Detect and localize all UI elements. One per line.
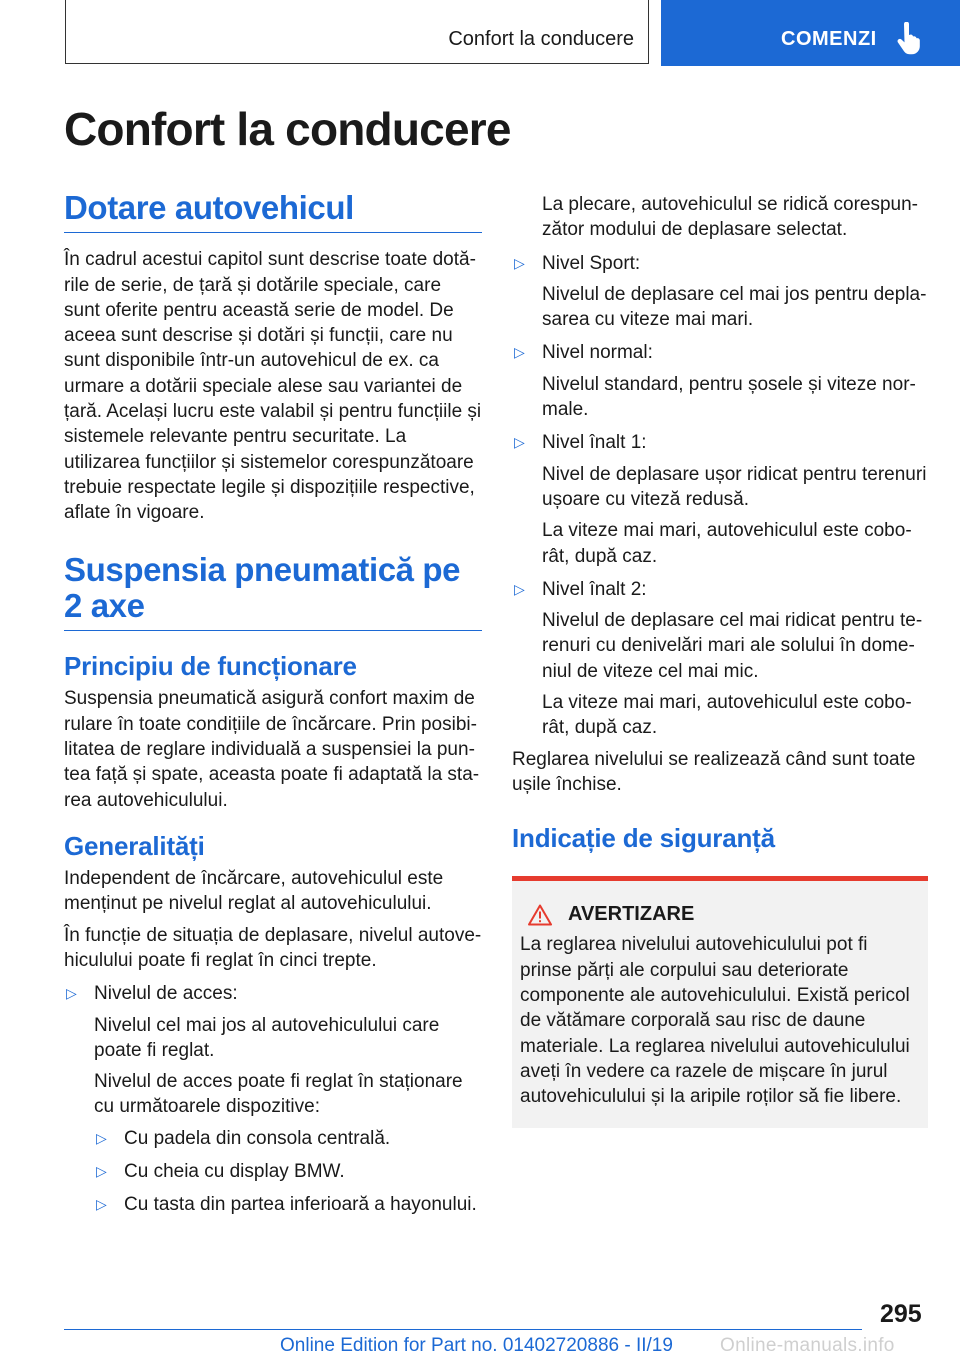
list-item-access-device bbox=[94, 1159, 482, 1184]
list-item-access-level bbox=[64, 981, 482, 1217]
list-access-devices bbox=[94, 1126, 482, 1218]
level-title: Nivel normal: bbox=[542, 342, 653, 364]
list-item-level-high-1 bbox=[512, 430, 928, 568]
list-levels bbox=[512, 251, 928, 741]
list-item-level-normal bbox=[512, 340, 928, 422]
list-item-access-device bbox=[94, 1192, 482, 1217]
warning-title: AVERTIZARE bbox=[568, 903, 695, 926]
heading-suspensia-pneumatica: Suspensia pneumatică pe 2 axe bbox=[64, 552, 482, 632]
triangle-bullet-icon: ▷ bbox=[96, 1162, 107, 1179]
hand-pointer-icon bbox=[895, 22, 921, 56]
footer-watermark: Online-manuals.info bbox=[720, 1335, 895, 1356]
level-desc: La viteze mai mari, autovehiculul este coborât, după caz. bbox=[542, 520, 912, 567]
paragraph-generalitati-2: În funcție de situația de deplasare, nivelul autovehiculului poate fi reglat în cinci trepte. bbox=[64, 924, 482, 971]
heading-dotare-autovehicul: Dotare autovehicul bbox=[64, 190, 482, 233]
paragraph-plecare: La plecare, autovehiculul se ridică corespunzător modului de deplasare selectat. bbox=[542, 194, 918, 241]
right-column bbox=[512, 192, 928, 1128]
page-header bbox=[0, 0, 960, 66]
triangle-bullet-icon: ▷ bbox=[514, 434, 525, 451]
paragraph-dotare: În cadrul acestui capitol sunt descrise toate dotările de serie, de țară și dotările speciale, care sunt oferite pentru această serie de model. De aceea sunt descrise și dotări și funcții, care nu sunt disponibile într-un autovehicul de ex. ca urmare a dotării speciale alese sau variantei de țară. Același lucru este valabil și pentru funcțiile și sistemele relevante pentru securitate. La utilizarea funcțiilor și sistemelor corespunzătoare trebuie respectate legile și dispozițiile respective, aflate în vigoare. bbox=[64, 249, 482, 524]
footer-edition: Online Edition for Part no. 01402720886 - II/19 bbox=[280, 1335, 673, 1356]
left-column bbox=[64, 190, 482, 1218]
access-device-label: Cu tasta din partea inferioară a hayonului. bbox=[124, 1194, 477, 1216]
warning-header bbox=[520, 903, 918, 926]
level-desc: Nivel de deplasare ușor ridicat pentru terenuri ușoare cu viteză redusă. bbox=[542, 463, 927, 510]
triangle-bullet-icon: ▷ bbox=[514, 344, 525, 361]
access-level-desc-1: Nivelul cel mai jos al autovehiculului care poate fi reglat. bbox=[94, 1014, 440, 1061]
tab-comenzi[interactable] bbox=[661, 0, 960, 66]
list-item-level-high-2 bbox=[512, 577, 928, 741]
triangle-bullet-icon: ▷ bbox=[96, 1196, 107, 1213]
level-desc: Nivelul de deplasare cel mai jos pentru deplasarea cu viteze mai mari. bbox=[542, 283, 927, 331]
paragraph-principiu: Suspensia pneumatică asigură confort maxim de rulare în toate condițiile de încărcare. Prin posibilitatea de reglare individuală a suspensiei la puntea față și spate, aceasta poate fi adaptată la starea autovehiculului. bbox=[64, 688, 480, 811]
triangle-bullet-icon: ▷ bbox=[514, 580, 525, 597]
list-access-level bbox=[64, 981, 482, 1217]
level-title: Nivel înalt 1: bbox=[542, 432, 647, 454]
level-title: Nivel Sport: bbox=[542, 252, 641, 274]
warning-triangle-icon bbox=[528, 904, 552, 926]
list-item-access-device bbox=[94, 1126, 482, 1151]
footer-divider bbox=[64, 1329, 862, 1330]
access-device-label: Cu cheia cu display BMW. bbox=[124, 1160, 345, 1182]
list-item-level-sport bbox=[512, 251, 928, 333]
page-title: Confort la conducere bbox=[64, 103, 511, 155]
level-desc: La viteze mai mari, autovehiculul este coborât, după caz. bbox=[542, 692, 912, 739]
access-level-desc-2: Nivelul de acces poate fi reglat în staționare cu următoarele dispozitive: bbox=[94, 1071, 463, 1118]
access-level-title: Nivelul de acces: bbox=[94, 983, 238, 1005]
level-desc: Nivelul standard, pentru șosele și viteze normale. bbox=[542, 373, 916, 421]
warning-text: La reglarea nivelului autovehiculului pot fi prinse părți ale corpului sau deteriorate componente ale autovehiculului. Există pericol de vătămare corporală sau risc de daune materiale. La reglarea nivelului autovehiculului aveți în vedere ca razele de mișcare în jurul autovehiculului și la aripile roților să fie libere. bbox=[520, 934, 910, 1108]
triangle-bullet-icon: ▷ bbox=[514, 254, 525, 271]
paragraph-generalitati-1: Independent de încărcare, autovehiculul este menținut pe nivelul reglat al autovehiculului. bbox=[64, 868, 444, 915]
warning-box bbox=[512, 876, 928, 1127]
triangle-bullet-icon: ▷ bbox=[66, 985, 77, 1002]
tab-comenzi-label[interactable]: COMENZI bbox=[781, 28, 877, 50]
access-device-label: Cu padela din consola centrală. bbox=[124, 1127, 391, 1149]
heading-principiu-functionare: Principiu de funcționare bbox=[64, 651, 357, 682]
header-section-box bbox=[65, 0, 649, 64]
heading-indicatie-siguranta: Indicație de siguranță bbox=[512, 823, 775, 854]
header-section-title: Confort la conducere bbox=[448, 28, 634, 50]
level-desc: Nivelul de deplasare cel mai ridicat pentru terenuri cu denivelări mari ale solului în domeniul de viteze cel mai mic. bbox=[542, 610, 923, 682]
page-number: 295 bbox=[880, 1300, 922, 1328]
heading-generalitati: Generalități bbox=[64, 830, 205, 861]
triangle-bullet-icon: ▷ bbox=[96, 1129, 107, 1146]
level-title: Nivel înalt 2: bbox=[542, 578, 647, 600]
paragraph-reglare: Reglarea nivelului se realizează când sunt toate ușile închise. bbox=[512, 748, 916, 795]
